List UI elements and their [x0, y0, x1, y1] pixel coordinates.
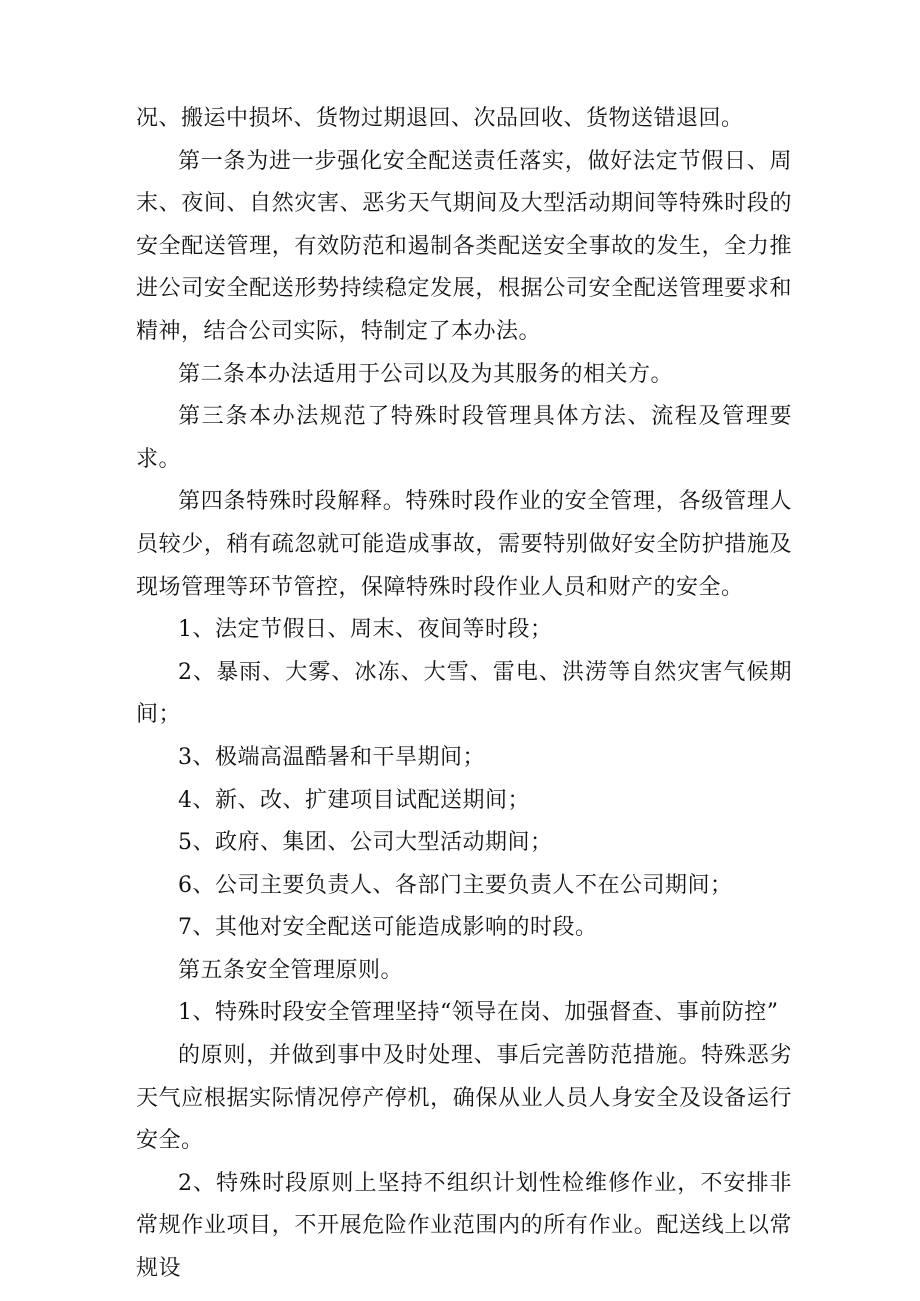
- paragraph-continuation: 况、搬运中损坏、货物过期退回、次品回收、货物送错退回。: [136, 106, 744, 131]
- list-item-5: 5、政府、集团、公司大型活动期间；: [178, 830, 553, 856]
- principle-item-1-body: 的原则，并做到事中及时处理、事后完善防范措施。特殊恶劣天气应根据实际情况停产停机，确保从业人员人身安全及设备运行安全。: [136, 1043, 792, 1154]
- paragraph-article-3: 第三条本办法规范了特殊时段管理具体方法、流程及管理要求。: [136, 404, 792, 472]
- list-item-7: 7、其他对安全配送可能造成影响的时段。: [178, 915, 598, 941]
- principle-item-1-heading: 1、特殊时段安全管理坚持“领导在岗、加强督查、事前防控”: [178, 1000, 779, 1026]
- list-item-6: 6、公司主要负责人、各部门主要负责人不在公司期间；: [178, 872, 733, 898]
- paragraph-article-1: 第一条为进一步强化安全配送责任落实，做好法定节假日、周末、夜间、自然灾害、恶劣天气期间及大型活动期间等特殊时段的安全配送管理，有效防范和遏制各类配送安全事故的发生，全力推进公司安全配送形势持续稳定发展，根据公司安全配送管理要求和精神，结合公司实际，特制定了本办法。: [136, 148, 792, 344]
- list-item-3: 3、极端高温酷暑和干旱期间；: [178, 744, 485, 770]
- paragraph-article-5: 第五条安全管理原则。: [178, 957, 404, 983]
- paragraph-article-4: 第四条特殊时段解释。特殊时段作业的安全管理，各级管理人员较少，稍有疏忽就可能造成事故，需要特别做好安全防护措施及现场管理等环节管控，保障特殊时段作业人员和财产的安全。: [136, 489, 792, 600]
- list-item-1: 1、法定节假日、周末、夜间等时段；: [178, 617, 553, 643]
- principle-item-2: 2、特殊时段原则上坚持不组织计划性检维修作业，不安排非常规作业项目，不开展危险作业范围内的所有作业。配送线上以常规设: [136, 1170, 792, 1282]
- paragraph-article-2: 第二条本办法适用于公司以及为其服务的相关方。: [178, 361, 674, 387]
- list-item-2: 2、暴雨、大雾、冰冻、大雪、雷电、洪涝等自然灾害气候期间；: [136, 659, 792, 728]
- list-item-4: 4、新、改、扩建项目试配送期间；: [178, 787, 530, 813]
- document-body: [136, 98, 792, 1291]
